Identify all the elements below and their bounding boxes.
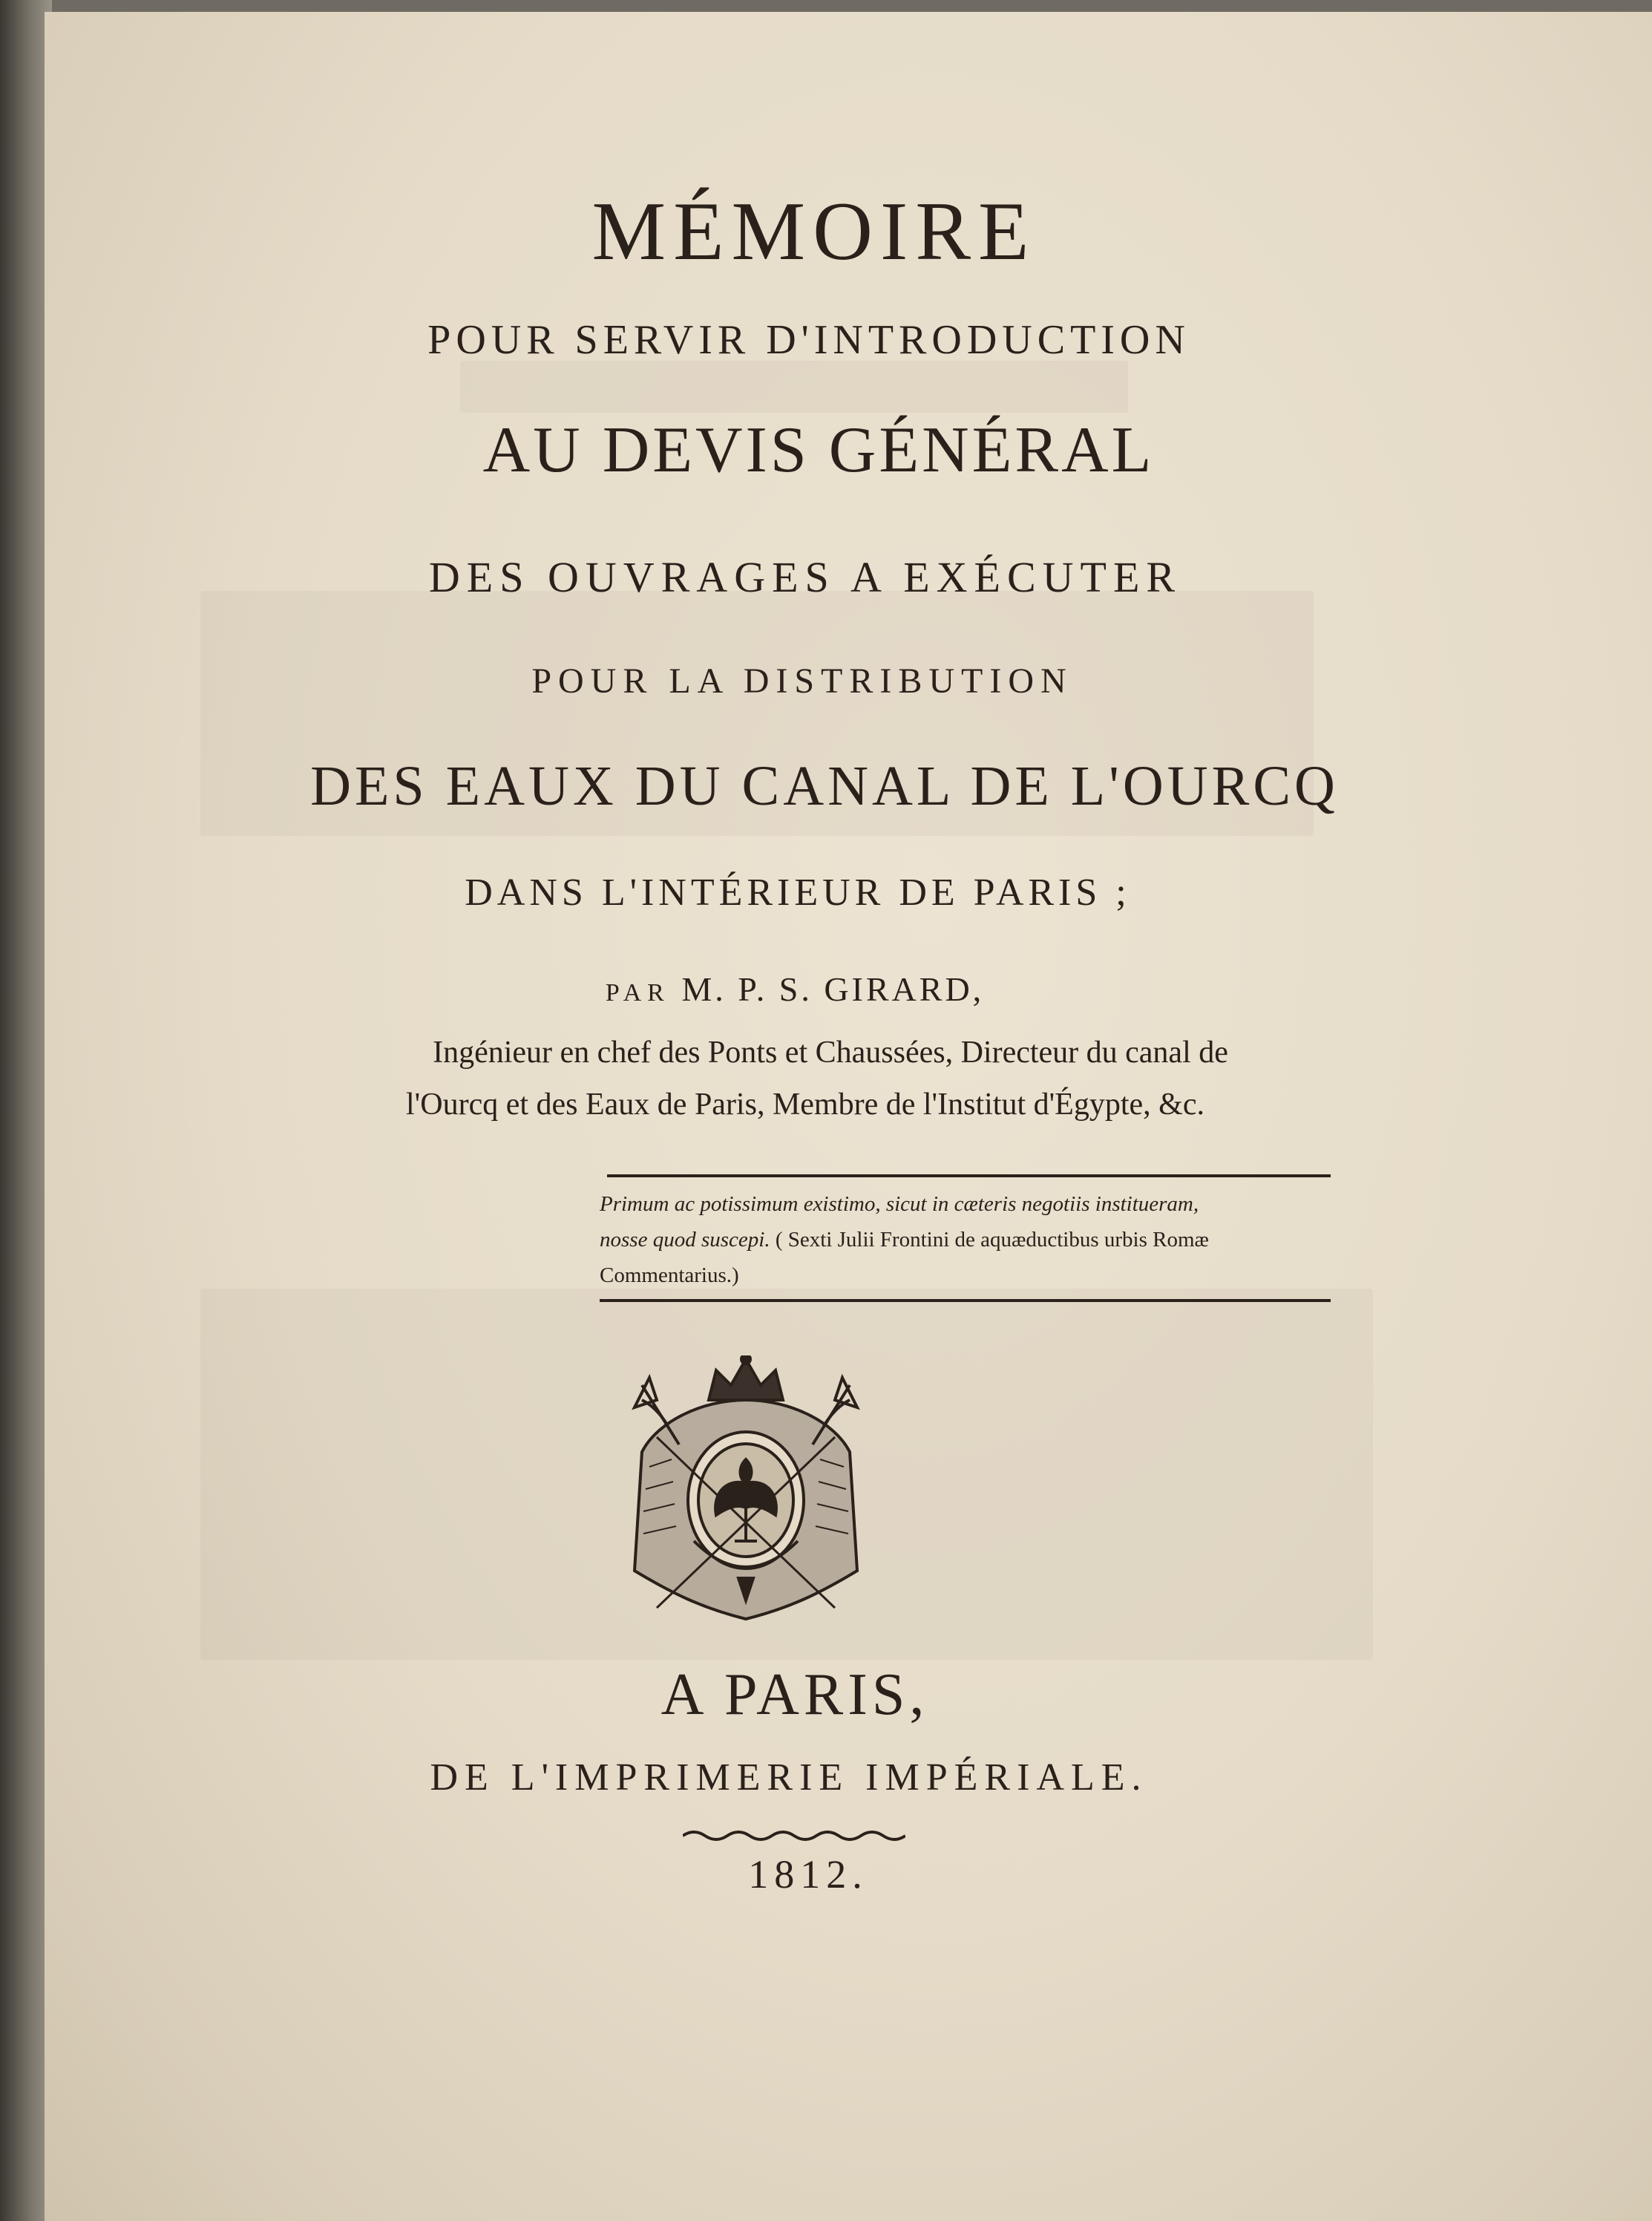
ornamental-rule-icon xyxy=(683,1827,905,1845)
title: MÉMOIRE xyxy=(591,186,1037,278)
subtitle-au-devis: AU DEVIS GÉNÉRAL xyxy=(482,414,1155,486)
imprint-place: A PARIS, xyxy=(661,1662,929,1727)
epigraph-bottom-rule xyxy=(600,1299,1331,1302)
author-line xyxy=(45,969,1599,1009)
subtitle-des-eaux: DES EAUX DU CANAL DE L'OURCQ xyxy=(310,755,1339,817)
imprint-year: 1812. xyxy=(748,1852,868,1897)
epigraph-latin-1: Primum ac potissimum existimo, sicut in cæteris negotiis institueram, xyxy=(600,1192,1199,1216)
title-page xyxy=(45,12,1652,2221)
subtitle-pour-servir: POUR SERVIR D'INTRODUCTION xyxy=(427,317,1190,363)
imprint-printer: DE L'IMPRIMERIE IMPÉRIALE. xyxy=(430,1756,1148,1799)
author-title-line-1: Ingénieur en chef des Ponts et Chaussées, Directeur du canal de xyxy=(433,1036,1228,1070)
epigraph xyxy=(600,1186,1334,1293)
bleed-through-block xyxy=(460,361,1128,413)
author-title-line-2: l'Ourcq et des Eaux de Paris, Membre de l'Institut d'Égypte, &c. xyxy=(406,1087,1204,1122)
epigraph-latin-2: nosse quod suscepi. xyxy=(600,1228,770,1252)
subtitle-dans-interieur: DANS L'INTÉRIEUR DE PARIS ; xyxy=(465,871,1131,914)
imperial-coat-of-arms-icon xyxy=(627,1355,865,1630)
epigraph-top-rule xyxy=(607,1174,1331,1177)
epigraph-citation: ( Sexti Julii Frontini de aquæductibus urbis Romæ Commentarius.) xyxy=(600,1228,1209,1287)
author-name: M. P. S. GIRARD, xyxy=(681,970,985,1008)
subtitle-pour-la: POUR LA DISTRIBUTION xyxy=(531,661,1073,701)
author-prefix: PAR xyxy=(605,979,670,1007)
subtitle-des-ouvrages: DES OUVRAGES A EXÉCUTER xyxy=(428,553,1182,601)
